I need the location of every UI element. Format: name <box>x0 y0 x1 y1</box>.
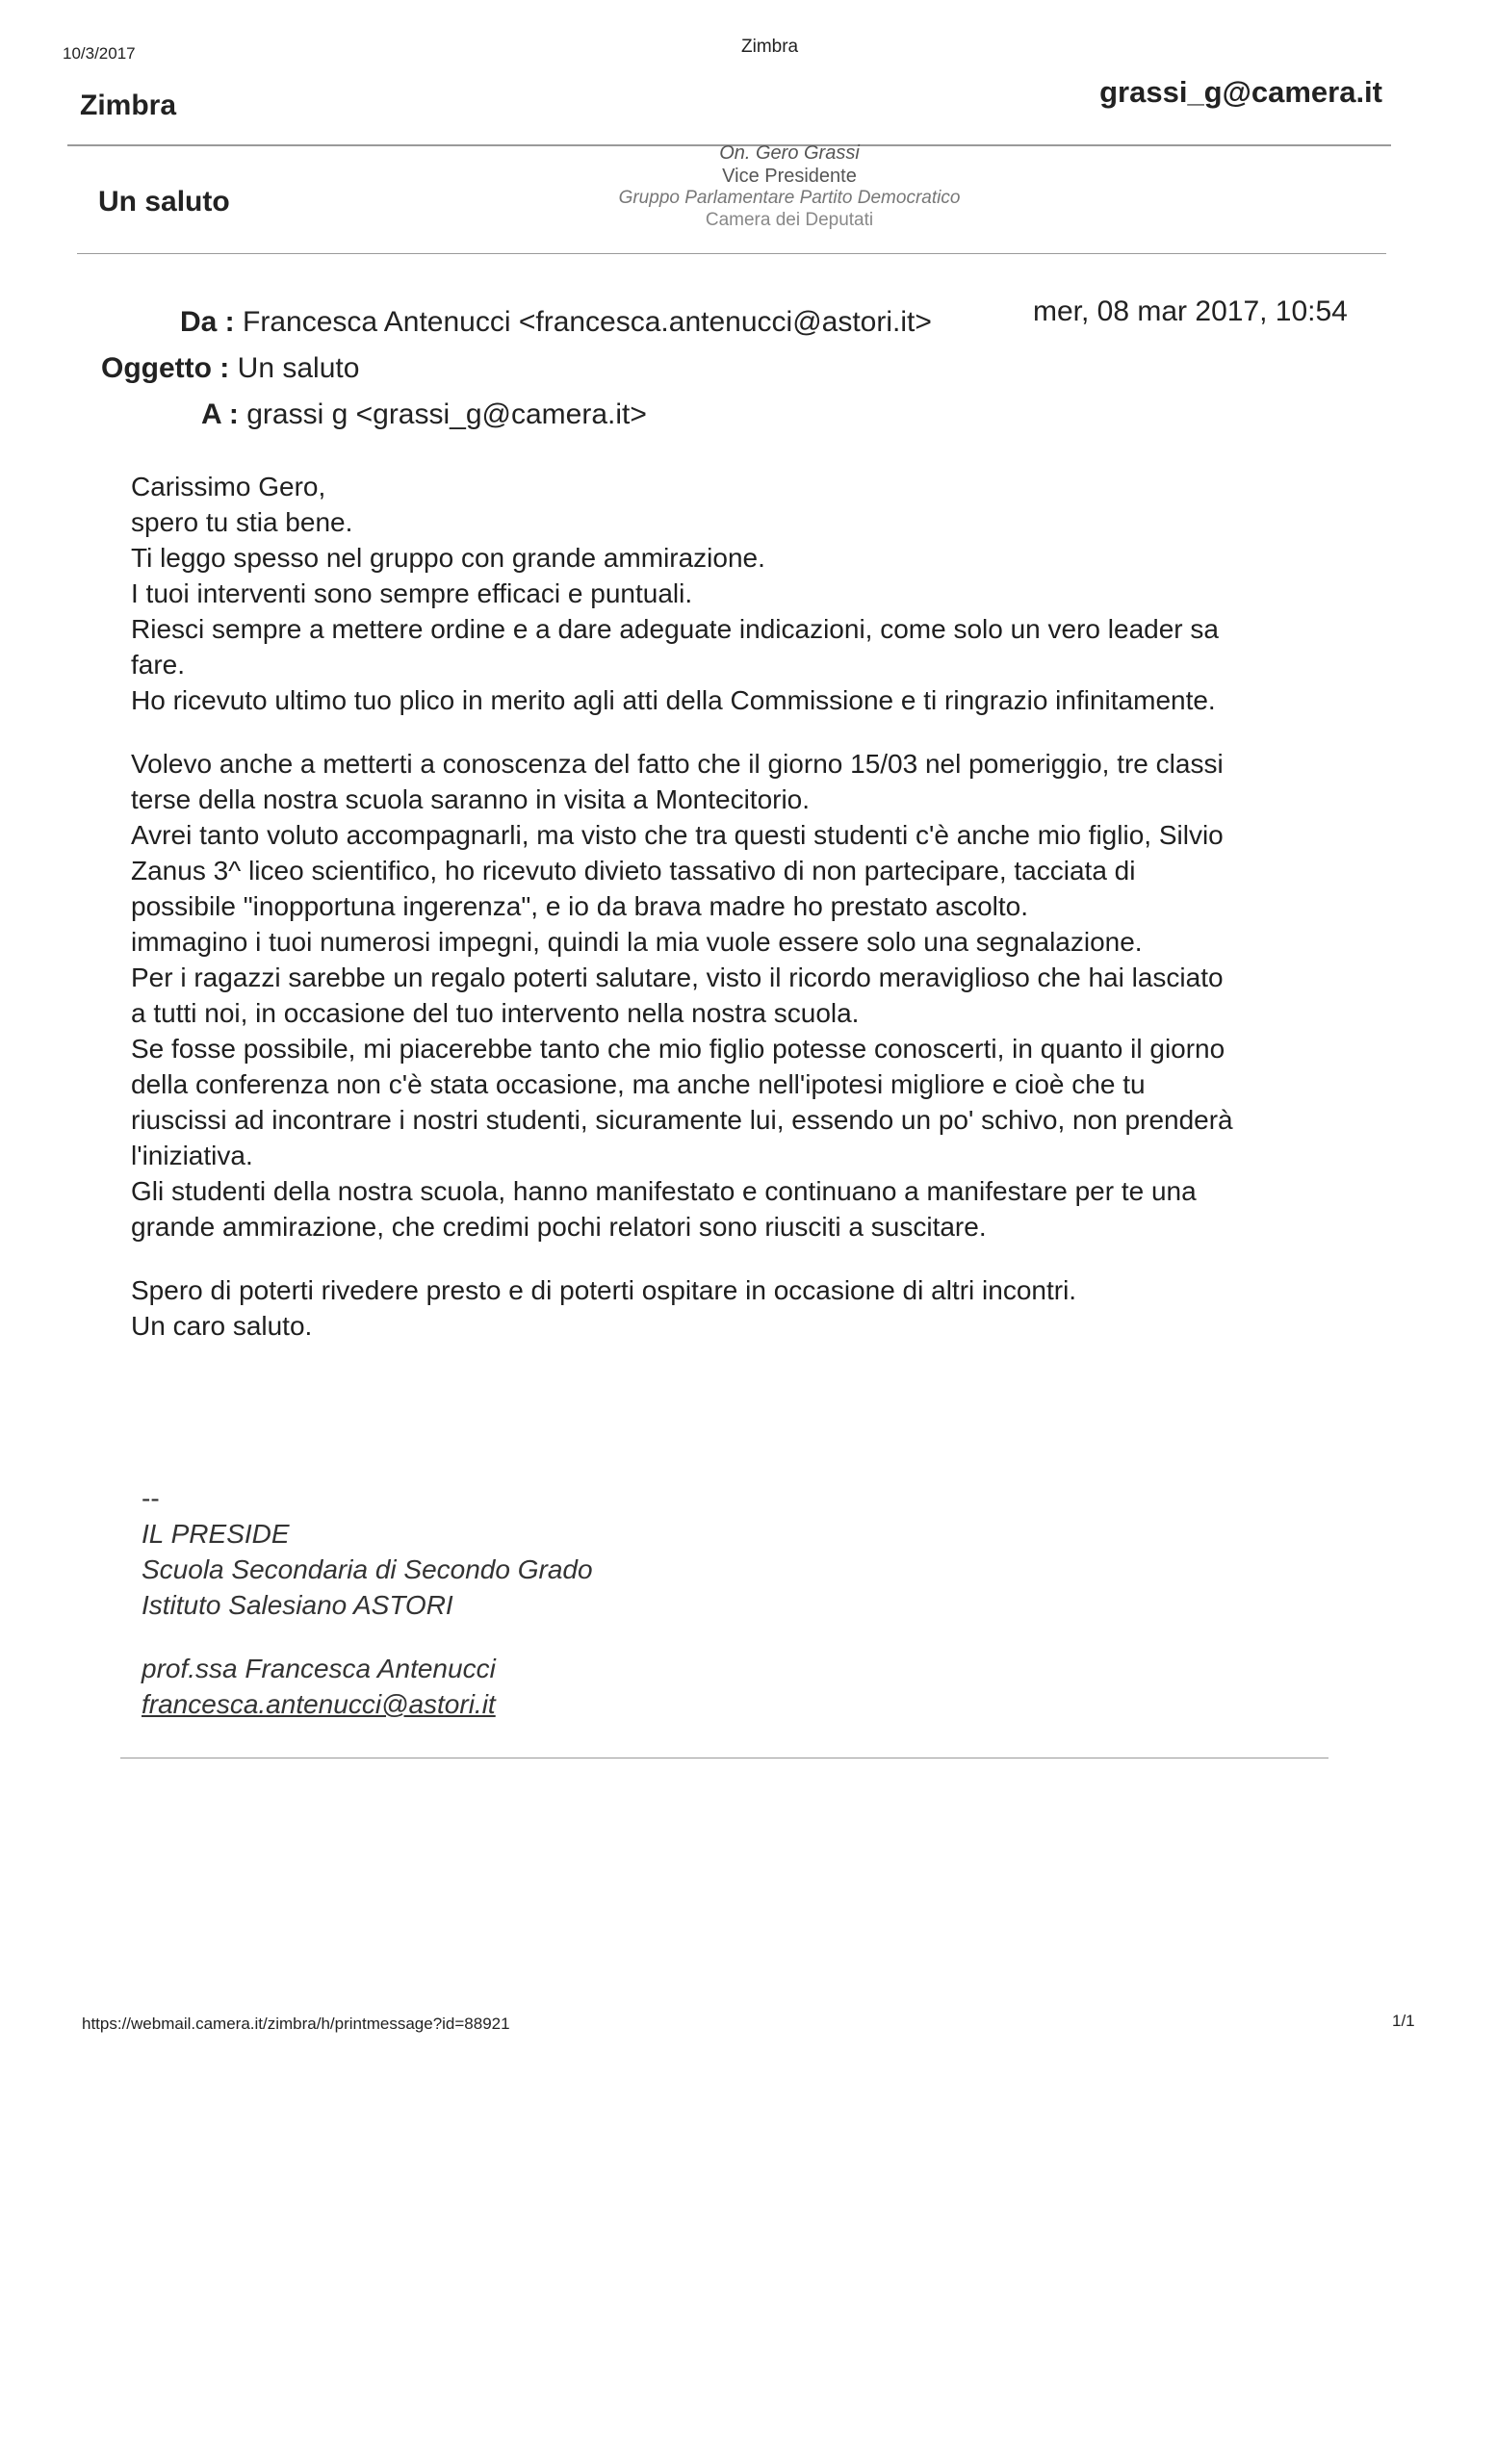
signature-role: IL PRESIDE <box>142 1519 290 1549</box>
stamp-name: On. Gero Grassi <box>719 142 860 164</box>
subject-divider <box>77 253 1386 254</box>
body-line: possibile "inopportuna ingerenza", e io da brava madre ho prestato ascolto. <box>131 891 1029 921</box>
app-name: Zimbra <box>80 90 177 121</box>
body-line: grande ammirazione, che credimi pochi relatori sono riusciti a suscitare. <box>131 1212 987 1242</box>
body-line: riuscissi ad incontrare i nostri studenti, sicuramente lui, essendo un po' schivo, non prenderà <box>131 1105 1233 1135</box>
to-value: grassi g <grassi_g@camera.it> <box>246 398 647 430</box>
subject-label: Oggetto : <box>101 352 230 384</box>
body-line: Riesci sempre a mettere ordine e a dare adeguate indicazioni, come solo un vero leader sa <box>131 614 1219 644</box>
body-line: Spero di poterti rivedere presto e di poterti ospitare in occasione di altri incontri. <box>131 1275 1077 1305</box>
from-value: Francesca Antenucci <francesca.antenucci@astori.it> <box>243 306 932 338</box>
message-date: mer, 08 mar 2017, 10:54 <box>1033 295 1348 327</box>
body-line: Avrei tanto voluto accompagnarli, ma visto che tra questi studenti c'è anche mio figlio, Silvio <box>131 820 1224 850</box>
body-line: terse della nostra scuola saranno in visita a Montecitorio. <box>131 784 811 814</box>
signature-email-link[interactable]: francesca.antenucci@astori.it <box>142 1689 496 1719</box>
stamp-role: Vice Presidente <box>722 165 857 187</box>
signature-block <box>142 1480 593 1722</box>
to-header <box>201 398 647 431</box>
body-line: della conferenza non c'è stata occasione, ma anche nell'ipotesi migliore e cioè che tu <box>131 1069 1146 1099</box>
body-line: spero tu stia bene. <box>131 507 353 537</box>
body-line: Un caro saluto. <box>131 1311 313 1341</box>
body-line: Carissimo Gero, <box>131 472 326 501</box>
body-line: l'iniziativa. <box>131 1141 253 1170</box>
body-line: Gli studenti della nostra scuola, hanno manifestato e continuano a manifestare per te una <box>131 1176 1197 1206</box>
body-line: Ho ricevuto ultimo tuo plico in merito agli atti della Commissione e ti ringrazio infinitamente. <box>131 685 1216 715</box>
account-email: grassi_g@camera.it <box>1099 75 1382 109</box>
message-subject-heading: Un saluto <box>98 186 230 218</box>
body-line: Ti leggo spesso nel gruppo con grande ammirazione. <box>131 543 765 573</box>
to-label: A : <box>201 398 239 430</box>
signature-separator: -- <box>142 1483 160 1513</box>
body-line: a tutti noi, in occasione del tuo intervento nella nostra scuola. <box>131 998 860 1028</box>
stamp-group: Gruppo Parlamentare Partito Democratico <box>618 188 961 209</box>
subject-value: Un saluto <box>237 352 360 384</box>
signature-name: prof.ssa Francesca Antenucci <box>142 1654 496 1683</box>
signature-school-line: Istituto Salesiano ASTORI <box>142 1590 453 1620</box>
from-label: Da : <box>180 306 235 338</box>
body-line: fare. <box>131 650 186 680</box>
body-line: Volevo anche a metterti a conoscenza del fatto che il giorno 15/03 nel pomeriggio, tre classi <box>131 749 1224 779</box>
body-line: Zanus 3^ liceo scientifico, ho ricevuto divieto tassativo di non partecipare, tacciata di <box>131 856 1136 886</box>
message-body <box>131 469 1382 1344</box>
official-stamp <box>578 142 1001 231</box>
signature-school-line: Scuola Secondaria di Secondo Grado <box>142 1554 593 1584</box>
print-title: Zimbra <box>741 37 799 57</box>
subject-header <box>101 352 359 385</box>
body-line: Per i ragazzi sarebbe un regalo poterti salutare, visto il ricordo meraviglioso che hai lasciato <box>131 962 1224 992</box>
body-line: immagino i tuoi numerosi impegni, quindi la mia vuole essere solo una segnalazione. <box>131 927 1143 957</box>
body-line: Se fosse possibile, mi piacerebbe tanto che mio figlio potesse conoscerti, in quanto il giorno <box>131 1034 1225 1064</box>
body-line: I tuoi interventi sono sempre efficaci e puntuali. <box>131 578 693 608</box>
from-header <box>180 306 932 339</box>
page-number: 1/1 <box>1392 2012 1415 2030</box>
stamp-chamber: Camera dei Deputati <box>705 209 874 230</box>
print-url: https://webmail.camera.it/zimbra/h/printmessage?id=88921 <box>82 2015 510 2033</box>
print-date: 10/3/2017 <box>63 44 136 63</box>
